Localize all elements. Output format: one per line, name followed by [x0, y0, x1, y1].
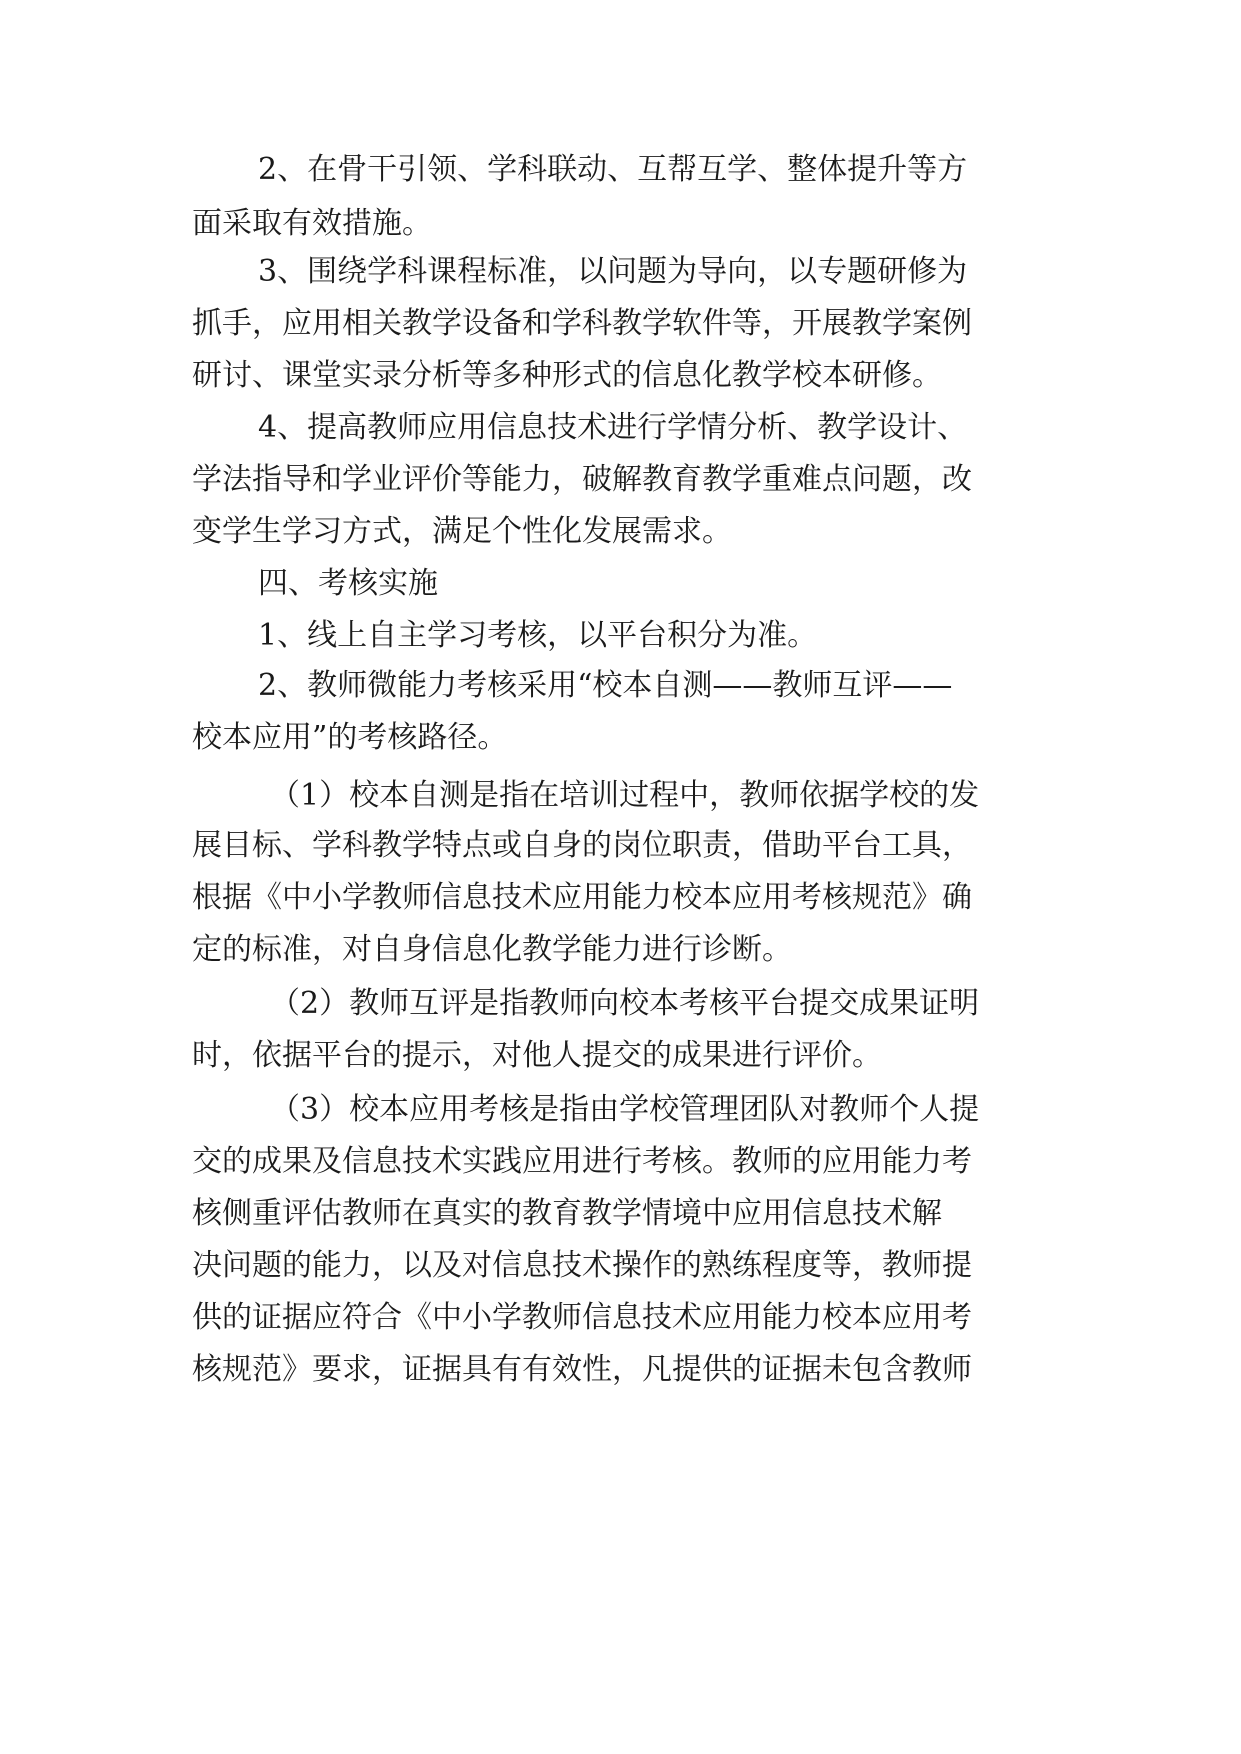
paragraph-line: 时，依据平台的提示，对他人提交的成果进行评价。: [192, 1038, 882, 1073]
paragraph-line: 研讨、课堂实录分析等多种形式的信息化教学校本研修。: [192, 358, 942, 393]
paragraph-line: （1）校本自测是指在培训过程中，教师依据学校的发: [270, 778, 980, 813]
paragraph-line: 4、提高教师应用信息技术进行学情分析、教学设计、: [258, 410, 968, 445]
paragraph-line: 抓手，应用相关教学设备和学科教学软件等，开展教学案例: [192, 306, 972, 341]
paragraph-line: 校本应用”的考核路径。: [192, 720, 508, 755]
paragraph-line: 决问题的能力，以及对信息技术操作的熟练程度等，教师提: [192, 1248, 972, 1283]
paragraph-line: 交的成果及信息技术实践应用进行考核。教师的应用能力考: [192, 1144, 972, 1179]
paragraph-line: 展目标、学科教学特点或自身的岗位职责，借助平台工具，: [192, 828, 972, 863]
paragraph-line: 变学生学习方式，满足个性化发展需求。: [192, 514, 732, 549]
paragraph-line: 供的证据应符合《中小学教师信息技术应用能力校本应用考: [192, 1300, 972, 1335]
paragraph-line: 2、在骨干引领、学科联动、互帮互学、整体提升等方: [258, 152, 968, 187]
paragraph-line: 2、教师微能力考核采用“校本自测——教师互评——: [258, 668, 953, 703]
paragraph-line: （2）教师互评是指教师向校本考核平台提交成果证明: [270, 986, 980, 1021]
paragraph-line: 面采取有效措施。: [192, 206, 432, 241]
paragraph-line: 核规范》要求，证据具有有效性，凡提供的证据未包含教师: [192, 1352, 972, 1387]
paragraph-line: 核侧重评估教师在真实的教育教学情境中应用信息技术解: [192, 1196, 942, 1231]
paragraph-line: （3）校本应用考核是指由学校管理团队对教师个人提: [270, 1092, 980, 1127]
section-heading: 四、考核实施: [258, 566, 438, 601]
paragraph-line: 3、围绕学科课程标准，以问题为导向，以专题研修为: [258, 254, 968, 289]
paragraph-line: 学法指导和学业评价等能力，破解教育教学重难点问题，改: [192, 462, 972, 497]
paragraph-line: 定的标准，对自身信息化教学能力进行诊断。: [192, 932, 792, 967]
paragraph-line: 1、线上自主学习考核，以平台积分为准。: [258, 618, 818, 653]
paragraph-line: 根据《中小学教师信息技术应用能力校本应用考核规范》确: [192, 880, 972, 915]
